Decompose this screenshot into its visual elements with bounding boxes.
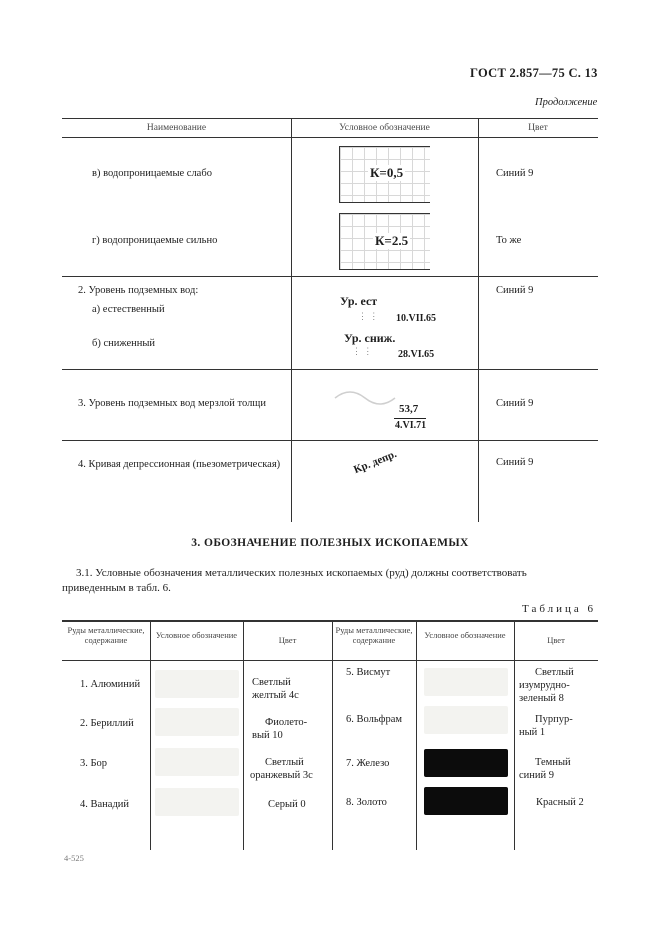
table6-header-ore-right: Руды металлические, содержание [335, 625, 413, 645]
permafrost-water-numerator: 53,7 [399, 403, 419, 415]
table6-header-border [62, 660, 598, 661]
table1-col-divider [478, 118, 479, 522]
table1-header-color: Цвет [528, 123, 548, 133]
row-depression-curve-name: 4. Кривая депрессионная (пьезометрическая) [78, 459, 281, 470]
ore-vanadium-name: 4. Ванадий [80, 799, 130, 810]
ore-aluminium-color-2: желтый 4с [252, 690, 299, 701]
row-permeable-weak-color: Синий 9 [496, 168, 534, 179]
ore-iron-color-2: синий 9 [519, 770, 555, 781]
ore-gold-swatch [424, 787, 508, 815]
table1-header-border [62, 137, 598, 138]
ore-gold-color-1: Красный 2 [536, 797, 584, 808]
section-title: 3. ОБОЗНАЧЕНИЕ ПОЛЕЗНЫХ ИСКОПАЕМЫХ [191, 537, 469, 549]
groundwater-lowered-symbol: Ур. сниж. [344, 331, 396, 345]
ore-beryllium-color-1: Фиолето- [265, 717, 308, 728]
ore-vanadium-swatch [155, 788, 239, 816]
section-paragraph-line2: приведенным в табл. 6. [62, 582, 171, 594]
ore-vanadium-color-1: Серый 0 [268, 799, 306, 810]
table6-col-divider [332, 620, 333, 850]
ore-bismuth-color-1: Светлый [535, 667, 574, 678]
table6-header-color-right: Цвет [547, 635, 565, 645]
depression-curve-symbol: Кр. депр. [352, 448, 399, 477]
table6-col-divider [514, 620, 515, 850]
row-depression-curve-color: Синий 9 [496, 457, 534, 468]
ore-aluminium-color-1: Светлый [252, 677, 291, 688]
ore-iron-name: 7. Железо [346, 758, 390, 769]
table6-header-symbol-left: Условное обозначение [155, 630, 238, 640]
ore-iron-swatch [424, 749, 508, 777]
row-groundwater-level-name: 2. Уровень подземных вод: [78, 285, 199, 296]
permafrost-water-curve [330, 378, 450, 408]
ore-gold-name: 8. Золото [346, 797, 387, 808]
table1-col-divider [291, 118, 292, 522]
row-permafrost-water-name: 3. Уровень подземных вод мерзлой толщи [78, 398, 267, 409]
table6-col-divider [243, 620, 244, 850]
footer-note: 4-525 [64, 853, 84, 863]
continuation-label: Продолжение [535, 97, 598, 108]
ore-aluminium-swatch [155, 670, 239, 698]
permeable-strong-symbol: К=2.5 [375, 233, 409, 248]
ore-bismuth-swatch [424, 668, 508, 696]
permeable-strong-symbol-box [339, 213, 430, 270]
ore-boron-color-1: Светлый [265, 757, 304, 768]
ore-tungsten-swatch [424, 706, 508, 734]
row-permeable-weak-name: в) водопроницаемые слабо [92, 168, 212, 179]
table6-header-ore-left: Руды металлические, содержание [67, 625, 145, 645]
table1-row-border [62, 276, 598, 277]
permeable-weak-symbol: К=0,5 [370, 165, 404, 180]
row-permeable-strong-color: То же [496, 235, 522, 246]
groundwater-lowered-date: 28.VI.65 [398, 349, 435, 360]
table6-header-color-left: Цвет [278, 635, 297, 645]
ore-boron-swatch [155, 748, 239, 776]
groundwater-lowered-marker: ⋮ ⋮ [352, 346, 373, 356]
permeable-weak-symbol-box [339, 146, 430, 203]
table6-top-border [62, 620, 598, 622]
table6-header-symbol-right: Условное обозначение [424, 630, 506, 640]
ore-boron-name: 3. Бор [80, 758, 108, 769]
row-permafrost-water-color: Синий 9 [496, 398, 534, 409]
ore-beryllium-color-2: вый 10 [252, 730, 283, 741]
ore-bismuth-name: 5. Висмут [346, 667, 391, 678]
ore-aluminium-name: 1. Алюминий [80, 679, 141, 690]
ore-iron-color-1: Темный [535, 757, 571, 768]
table1-row-border [62, 369, 598, 370]
ore-boron-color-2: оранжевый 3с [250, 770, 313, 781]
row-groundwater-level-color: Синий 9 [496, 285, 534, 296]
ore-beryllium-name: 2. Бериллий [80, 718, 134, 729]
ore-bismuth-color-3: зеленый 8 [519, 693, 564, 704]
table1-row-border [62, 440, 598, 441]
section-paragraph-line1: 3.1. Условные обозначения металлических полезных ископаемых (руд) должны соответствовать [76, 567, 527, 579]
ore-tungsten-color-2: ный 1 [519, 727, 546, 738]
row-permeable-strong-name: г) водопроницаемые сильно [92, 235, 218, 246]
groundwater-natural-marker: ⋮ ⋮ [358, 311, 379, 321]
ore-beryllium-swatch [155, 708, 239, 736]
ore-tungsten-color-1: Пурпур- [535, 714, 573, 725]
ore-tungsten-name: 6. Вольфрам [346, 714, 403, 725]
groundwater-natural-date: 10.VII.65 [396, 313, 437, 324]
table6-col-divider [150, 620, 151, 850]
table1-top-border [62, 118, 598, 119]
table6-col-divider [416, 620, 417, 850]
table1-header-name: Наименование [146, 123, 207, 133]
permafrost-water-denominator: 4.VI.71 [395, 420, 427, 431]
permafrost-water-fraction-line [394, 418, 426, 419]
table1-header-symbol: Условное обозначение [339, 123, 430, 133]
groundwater-natural-symbol: Ур. ест [340, 294, 378, 308]
table6-label: Таблица 6 [522, 603, 597, 615]
row-groundwater-natural-name: а) естественный [92, 304, 165, 315]
ore-bismuth-color-2: изумрудно- [519, 680, 570, 691]
standard-number: ГОСТ 2.857—75 С. 13 [470, 66, 598, 80]
row-groundwater-lowered-name: б) сниженный [92, 338, 156, 349]
